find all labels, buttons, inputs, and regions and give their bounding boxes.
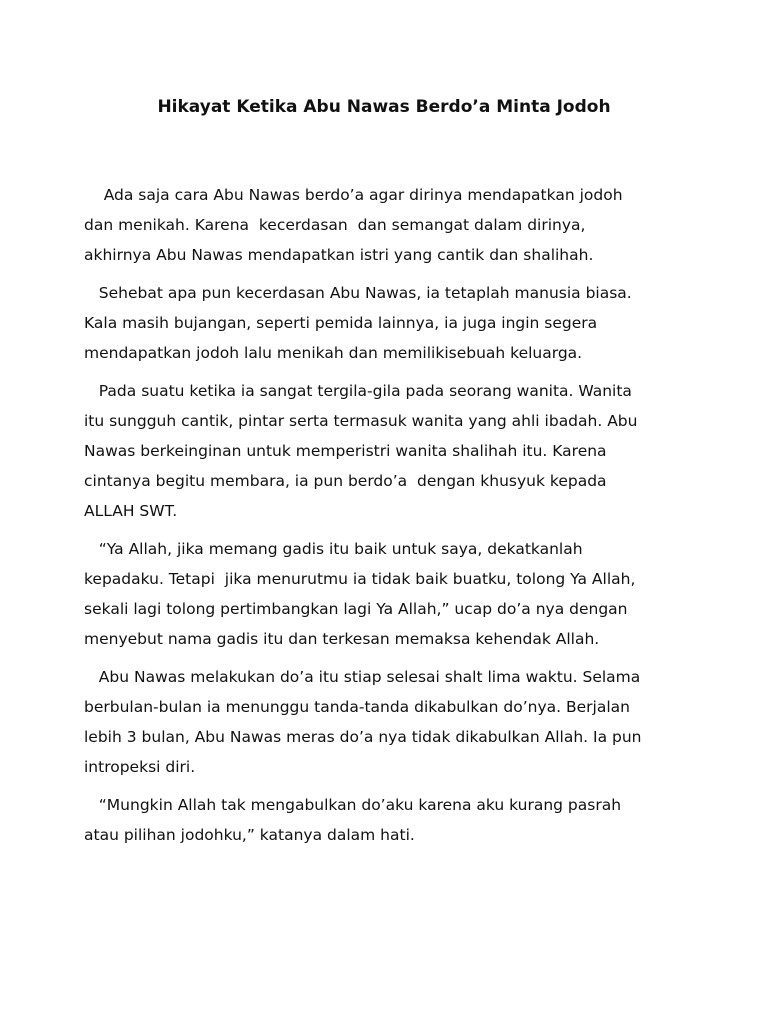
text-line: Pada suatu ketika ia sangat tergila-gila pada seorang wanita. Wanita xyxy=(84,382,632,400)
text-line: akhirnya Abu Nawas mendapatkan istri yang cantik dan shalihah. xyxy=(84,246,594,264)
text-line: sekali lagi tolong pertimbangkan lagi Ya Allah,” ucap do’a nya dengan xyxy=(84,600,628,618)
text-line: itu sungguh cantik, pintar serta termasuk wanita yang ahli ibadah. Abu xyxy=(84,412,638,430)
paragraph-6 xyxy=(84,790,690,850)
text-line: mendapatkan jodoh lalu menikah dan memilikisebuah keluarga. xyxy=(84,344,583,362)
paragraph-1 xyxy=(84,180,690,270)
text-line: Kala masih bujangan, seperti pemida lainnya, ia juga ingin segera xyxy=(84,314,598,332)
text-line: Sehebat apa pun kecerdasan Abu Nawas, ia tetaplah manusia biasa. xyxy=(84,284,632,302)
paragraph-5 xyxy=(84,662,690,782)
text-line: ALLAH SWT. xyxy=(84,502,178,520)
text-line: kepadaku. Tetapi jika menurutmu ia tidak baik buatku, tolong Ya Allah, xyxy=(84,570,636,588)
text-line: atau pilihan jodohku,” katanya dalam hati. xyxy=(84,826,415,844)
text-line: “Ya Allah, jika memang gadis itu baik untuk saya, dekatkanlah xyxy=(84,540,583,558)
document-title: Hikayat Ketika Abu Nawas Berdo’a Minta Jodoh xyxy=(157,97,611,117)
paragraph-2 xyxy=(84,278,690,368)
text-line: lebih 3 bulan, Abu Nawas meras do’a nya tidak dikabulkan Allah. Ia pun xyxy=(84,728,642,746)
text-line: “Mungkin Allah tak mengabulkan do’aku karena aku kurang pasrah xyxy=(84,796,622,814)
text-line: Abu Nawas melakukan do’a itu stiap selesai shalt lima waktu. Selama xyxy=(84,668,641,686)
text-line: menyebut nama gadis itu dan terkesan memaksa kehendak Allah. xyxy=(84,630,600,648)
text-line: dan menikah. Karena kecerdasan dan semangat dalam dirinya, xyxy=(84,216,586,234)
text-line: Nawas berkeinginan untuk memperistri wanita shalihah itu. Karena xyxy=(84,442,607,460)
text-line: cintanya begitu membara, ia pun berdo’a dengan khusyuk kepada xyxy=(84,472,607,490)
text-line: intropeksi diri. xyxy=(84,758,196,776)
text-line: Ada saja cara Abu Nawas berdo’a agar dirinya mendapatkan jodoh xyxy=(84,186,623,204)
paragraph-3 xyxy=(84,376,690,526)
paragraph-4 xyxy=(84,534,690,654)
text-line: berbulan-bulan ia menunggu tanda-tanda dikabulkan do’nya. Berjalan xyxy=(84,698,630,716)
document-body xyxy=(84,180,690,858)
